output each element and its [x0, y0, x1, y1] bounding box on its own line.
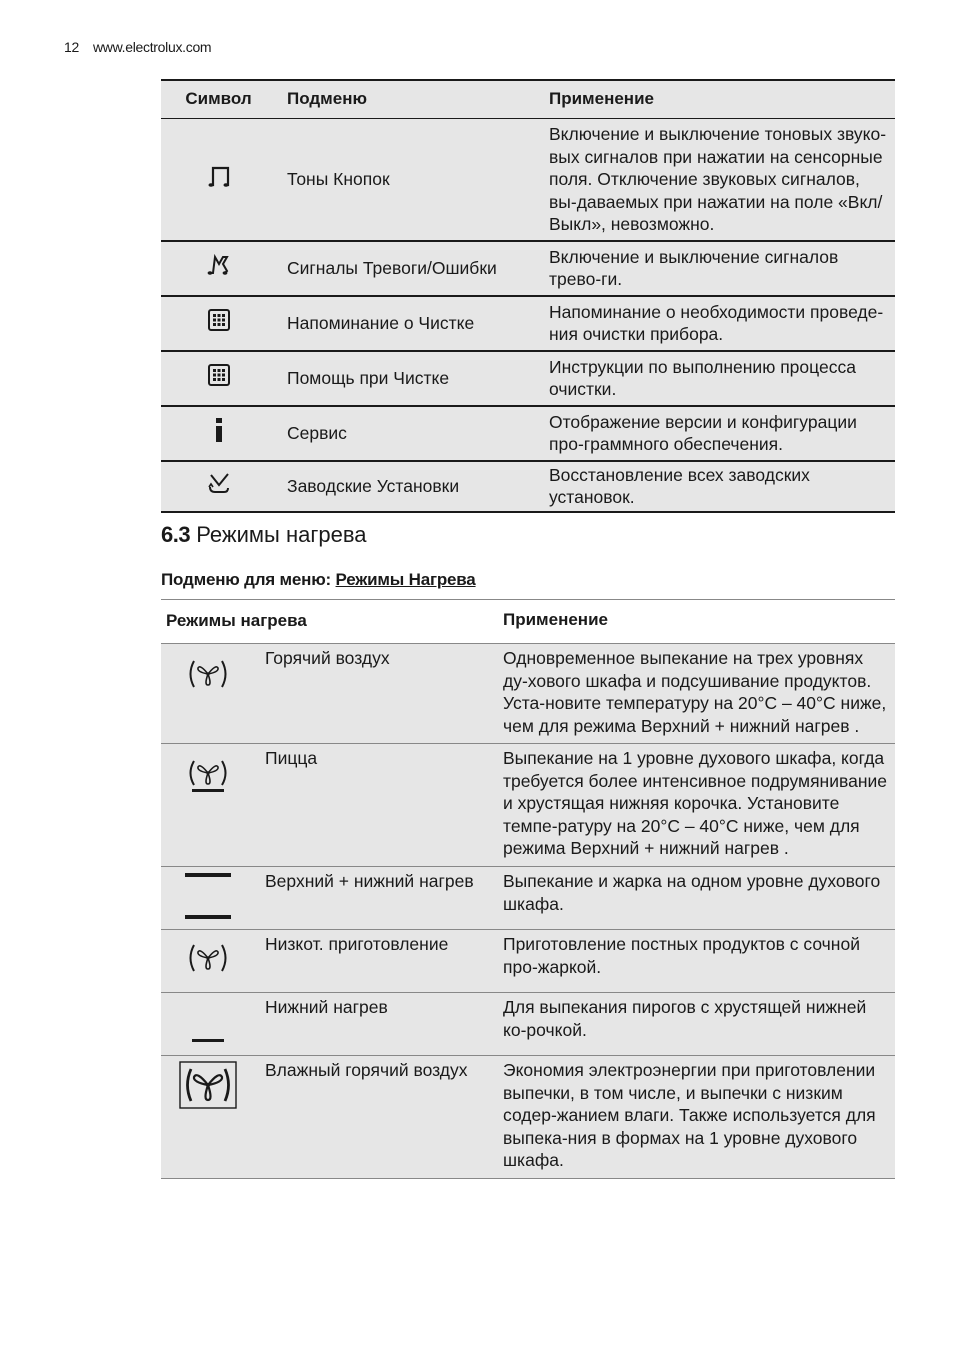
heating-modes-table: [161, 599, 895, 1179]
submenu-application: Отображение версии и конфигурации про-граммного обеспечения.: [549, 411, 857, 454]
mode-application: Для выпекания пирогов с хрустящей нижней ко-рочкой.: [503, 997, 867, 1040]
fan-icon: [186, 658, 230, 690]
section-number: 6.3: [161, 522, 191, 547]
submenu-application: Включение и выключение сигналов трево-ги.: [549, 246, 839, 289]
mode-name: Нижний нагрев: [265, 997, 388, 1017]
header-symbol: Символ: [161, 80, 276, 119]
mode-application: Экономия электроэнергии при приготовлении выпечки, в том числе, и выпечки с низким содер-жанием влаги. Также используется для выпека-ния в формах на 1 уровне духового шкафа.: [503, 1060, 876, 1170]
table-header-row: [161, 80, 895, 119]
table-row: [161, 351, 895, 406]
mode-application: Выпекание и жарка на одном уровне духового шкафа.: [503, 871, 881, 914]
mode-application: Одновременное выпекание на трех уровнях ду-хового шкафа и подсушивание продуктов. Уста-новите температуру на 20°C – 40°C ниже, чем для режима Верхний + нижний нагрев .: [503, 648, 887, 736]
table-row: [161, 296, 895, 351]
table-row: [161, 406, 895, 461]
fan-bottom-heat-icon: [186, 758, 230, 794]
submenu-caption: [161, 570, 476, 590]
table-row: [161, 930, 895, 993]
moist-fan-icon: [179, 1061, 237, 1109]
submenu-application: Инструкции по выполнению процесса очистки.: [549, 356, 856, 399]
alarm-tones-icon: [205, 252, 233, 278]
submenu-application: Восстановление всех заводских установок.: [549, 464, 810, 507]
key-tones-icon: [206, 164, 232, 190]
submenu-application: Включение и выключение тоновых звуко-вых сигналов при нажатии на сенсорные поля. Отключение звуковых сигналов, вы-даваемых при нажатии на поле «Вкл/Выкл», невозможно.: [549, 124, 887, 234]
fan-icon: [186, 942, 230, 974]
submenu-application: Напоминание о необходимости проведе-ния очистки прибора.: [549, 301, 884, 344]
submenu-caption-link[interactable]: Режимы Нагрева: [335, 570, 476, 589]
section-title: [161, 522, 367, 548]
header-heating-modes: Режимы нагрева: [161, 600, 493, 644]
header-application: Применение: [493, 600, 895, 644]
bottom-heat-icon: [190, 995, 226, 1047]
submenu-name: Сервис: [287, 422, 347, 443]
submenu-name: Тоны Кнопок: [287, 169, 390, 189]
top-bottom-heat-icon: [184, 871, 232, 921]
cleaning-help-icon: [207, 363, 231, 387]
table-row: [161, 744, 895, 867]
table-row: [161, 119, 895, 241]
cleaning-reminder-icon: [207, 308, 231, 332]
mode-application: Выпекание на 1 уровне духового шкафа, когда требуется более интенсивное подрумянивание и хрустящая нижняя корочка. Установите темпе-ратуру на 20°C – 40°C ниже, чем для режима Верхний + нижний нагрев .: [503, 748, 887, 858]
mode-name: Влажный горячий воздух: [265, 1060, 468, 1080]
submenu-name: Напоминание о Чистке: [287, 312, 475, 333]
table-header-row: [161, 600, 895, 644]
site-url[interactable]: www.electrolux.com: [92, 39, 212, 55]
mode-name: Пицца: [265, 748, 318, 768]
info-icon: [213, 417, 225, 443]
mode-name: Низкот. приготовление: [265, 934, 449, 954]
submenu-name: Сигналы Тревоги/Ошибки: [287, 257, 497, 278]
header-application: Применение: [538, 80, 895, 119]
page-header: [64, 39, 211, 55]
page-number: 12: [64, 39, 79, 55]
factory-reset-icon: [207, 471, 231, 495]
submenu-name: Помощь при Чистке: [287, 367, 450, 388]
mode-name: Верхний + нижний нагрев: [265, 871, 474, 891]
submenu-caption-prefix: Подменю для меню:: [161, 570, 336, 589]
table-row: [161, 241, 895, 296]
table-row: [161, 461, 895, 512]
submenu-table: [161, 79, 895, 513]
table-row: [161, 867, 895, 930]
mode-application: Приготовление постных продуктов с сочной про-жаркой.: [503, 934, 860, 977]
section-title-text: Режимы нагрева: [196, 522, 367, 547]
header-submenu: Подменю: [276, 80, 538, 119]
table-row: [161, 993, 895, 1056]
submenu-name: Заводские Установки: [287, 475, 460, 496]
table-row: [161, 644, 895, 744]
table-row: [161, 1056, 895, 1179]
mode-name: Горячий воздух: [265, 648, 390, 668]
